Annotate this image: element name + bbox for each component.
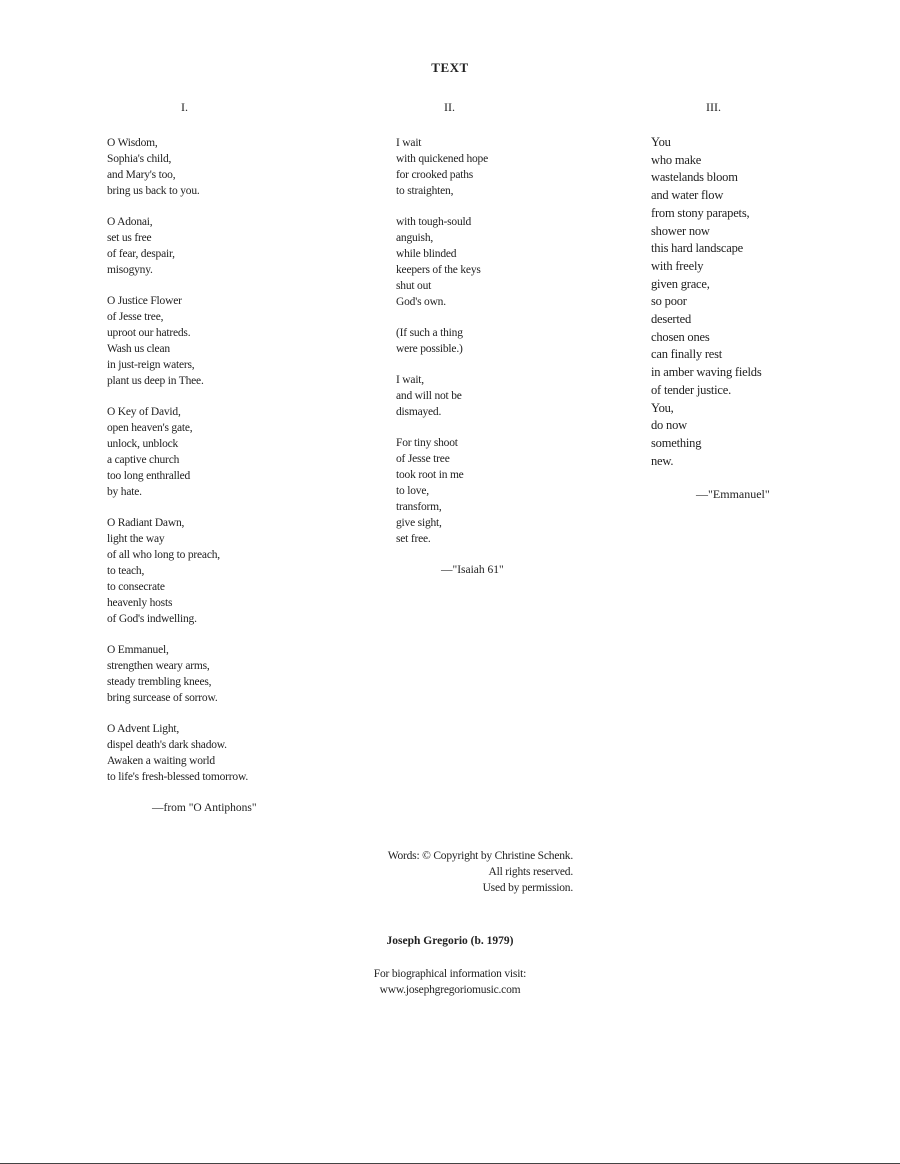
poem-line: do now <box>651 418 687 433</box>
poem-line: from stony parapets, <box>651 205 750 220</box>
stanza-list <box>651 134 851 470</box>
poem-line: who make <box>651 152 702 167</box>
poem-attribution: —"Emmanuel" <box>696 487 770 502</box>
poem-line: Wash us clean <box>107 343 170 355</box>
poem-line: open heaven's gate, <box>107 422 193 434</box>
bio-text: For biographical information visit: <box>373 968 527 980</box>
poem-line: so poor <box>651 294 687 309</box>
poem-line: You, <box>651 400 674 415</box>
poem-line: heavenly hosts <box>107 597 173 609</box>
poem-stanza <box>396 435 596 547</box>
poem-line: to consecrate <box>107 581 165 593</box>
poem-line: too long enthralled <box>107 470 191 482</box>
poem-line: of Jesse tree <box>396 453 450 465</box>
poem-line: wastelands bloom <box>651 170 738 185</box>
poem-stanza <box>651 134 851 470</box>
poem-line: a captive church <box>107 454 180 466</box>
poem-line: and Mary's too, <box>107 169 176 181</box>
page-title: TEXT <box>431 60 469 75</box>
poem-line: You <box>651 135 671 149</box>
poem-line: light the way <box>107 533 165 545</box>
poem-line: something <box>651 435 702 450</box>
poem-line: dispel death's dark shadow. <box>107 739 227 751</box>
poem-line: shower now <box>651 223 710 238</box>
poem-line: this hard landscape <box>651 241 744 256</box>
poem-line: strengthen weary arms, <box>107 660 210 672</box>
poem-line: bring us back to you. <box>107 185 200 197</box>
bio-url: www.josephgregoriomusic.com <box>379 984 521 996</box>
poem-stanza <box>107 404 327 500</box>
composer-name: Joseph Gregorio (b. 1979) <box>386 935 514 947</box>
poem-stanza <box>107 293 327 389</box>
poem-line: deserted <box>651 312 692 327</box>
poem-line: Sophia's child, <box>107 153 172 165</box>
stanza-list <box>396 135 596 547</box>
poem-line: Awaken a waiting world <box>107 755 215 767</box>
poem-line: to straighten, <box>396 185 454 197</box>
poem-line: can finally rest <box>651 347 723 362</box>
poem-heading: I. <box>181 100 188 114</box>
poem-line: O Emmanuel, <box>107 644 169 656</box>
poem-line: given grace, <box>651 276 710 291</box>
copyright-notice <box>350 848 573 896</box>
poem-line: to teach, <box>107 565 145 577</box>
poem-line: and water flow <box>651 188 724 203</box>
poem-column-1 <box>107 100 327 816</box>
poem-line: God's own. <box>396 296 446 308</box>
poem-line: unlock, unblock <box>107 438 179 450</box>
poem-stanza <box>396 325 596 357</box>
poem-line: for crooked paths <box>396 169 474 181</box>
poem-line: with freely <box>651 258 704 273</box>
poem-line: with tough-sould <box>396 216 472 228</box>
poem-line: (If such a thing <box>396 327 463 339</box>
poem-stanza <box>107 214 327 278</box>
poem-line: of all who long to preach, <box>107 549 220 561</box>
poem-line: set free. <box>396 533 431 545</box>
poem-line: were possible.) <box>396 343 463 355</box>
poem-line: O Wisdom, <box>107 137 158 149</box>
poem-line: of tender justice. <box>651 382 732 397</box>
poem-line: chosen ones <box>651 329 710 344</box>
poem-line: O Radiant Dawn, <box>107 517 185 529</box>
poem-line: O Advent Light, <box>107 723 180 735</box>
poem-stanza <box>107 642 327 706</box>
bio-info <box>0 966 900 998</box>
poem-line: give sight, <box>396 517 442 529</box>
poem-line: new. <box>651 453 674 468</box>
poem-line: I wait, <box>396 374 424 386</box>
poem-line: of Jesse tree, <box>107 311 164 323</box>
poem-line: O Adonai, <box>107 216 153 228</box>
poem-line: uproot our hatreds. <box>107 327 191 339</box>
stanza-list <box>107 135 327 785</box>
poem-line: to love, <box>396 485 429 497</box>
poem-stanza <box>107 515 327 627</box>
poem-column-2 <box>396 100 596 578</box>
poem-line: For tiny shoot <box>396 437 458 449</box>
copyright-line: Words: © Copyright by Christine Schenk. <box>387 850 573 862</box>
poem-line: O Key of David, <box>107 406 181 418</box>
poem-line: by hate. <box>107 486 142 498</box>
poem-line: transform, <box>396 501 442 513</box>
poem-line: plant us deep in Thee. <box>107 375 204 387</box>
poem-stanza <box>396 135 596 199</box>
poem-line: in amber waving fields <box>651 365 762 380</box>
poem-heading: II. <box>444 100 455 114</box>
poem-line: anguish, <box>396 232 434 244</box>
poem-line: dismayed. <box>396 406 442 418</box>
poem-attribution: —"Isaiah 61" <box>441 564 504 576</box>
poem-column-3 <box>651 100 851 502</box>
poem-line: of God's indwelling. <box>107 613 197 625</box>
poem-line: to life's fresh-blessed tomorrow. <box>107 771 248 783</box>
poem-line: took root in me <box>396 469 464 481</box>
poem-line: bring surcease of sorrow. <box>107 692 218 704</box>
poem-line: of fear, despair, <box>107 248 175 260</box>
poem-heading: III. <box>706 100 721 114</box>
poem-line: with quickened hope <box>396 153 489 165</box>
poem-stanza <box>396 214 596 310</box>
copyright-line: All rights reserved. <box>488 866 573 878</box>
poem-stanza <box>107 721 327 785</box>
poem-line: and will not be <box>396 390 462 402</box>
poem-attribution: —from "O Antiphons" <box>152 802 257 814</box>
poem-line: in just-reign waters, <box>107 359 195 371</box>
poem-line: misogyny. <box>107 264 153 276</box>
poem-stanza <box>396 372 596 420</box>
poem-line: steady trembling knees, <box>107 676 212 688</box>
poem-line: while blinded <box>396 248 457 260</box>
poem-line: O Justice Flower <box>107 295 182 307</box>
copyright-line: Used by permission. <box>482 882 573 894</box>
poem-stanza <box>107 135 327 199</box>
poem-line: keepers of the keys <box>396 264 481 276</box>
poem-line: I wait <box>396 137 422 149</box>
poem-line: set us free <box>107 232 152 244</box>
poem-line: shut out <box>396 280 432 292</box>
